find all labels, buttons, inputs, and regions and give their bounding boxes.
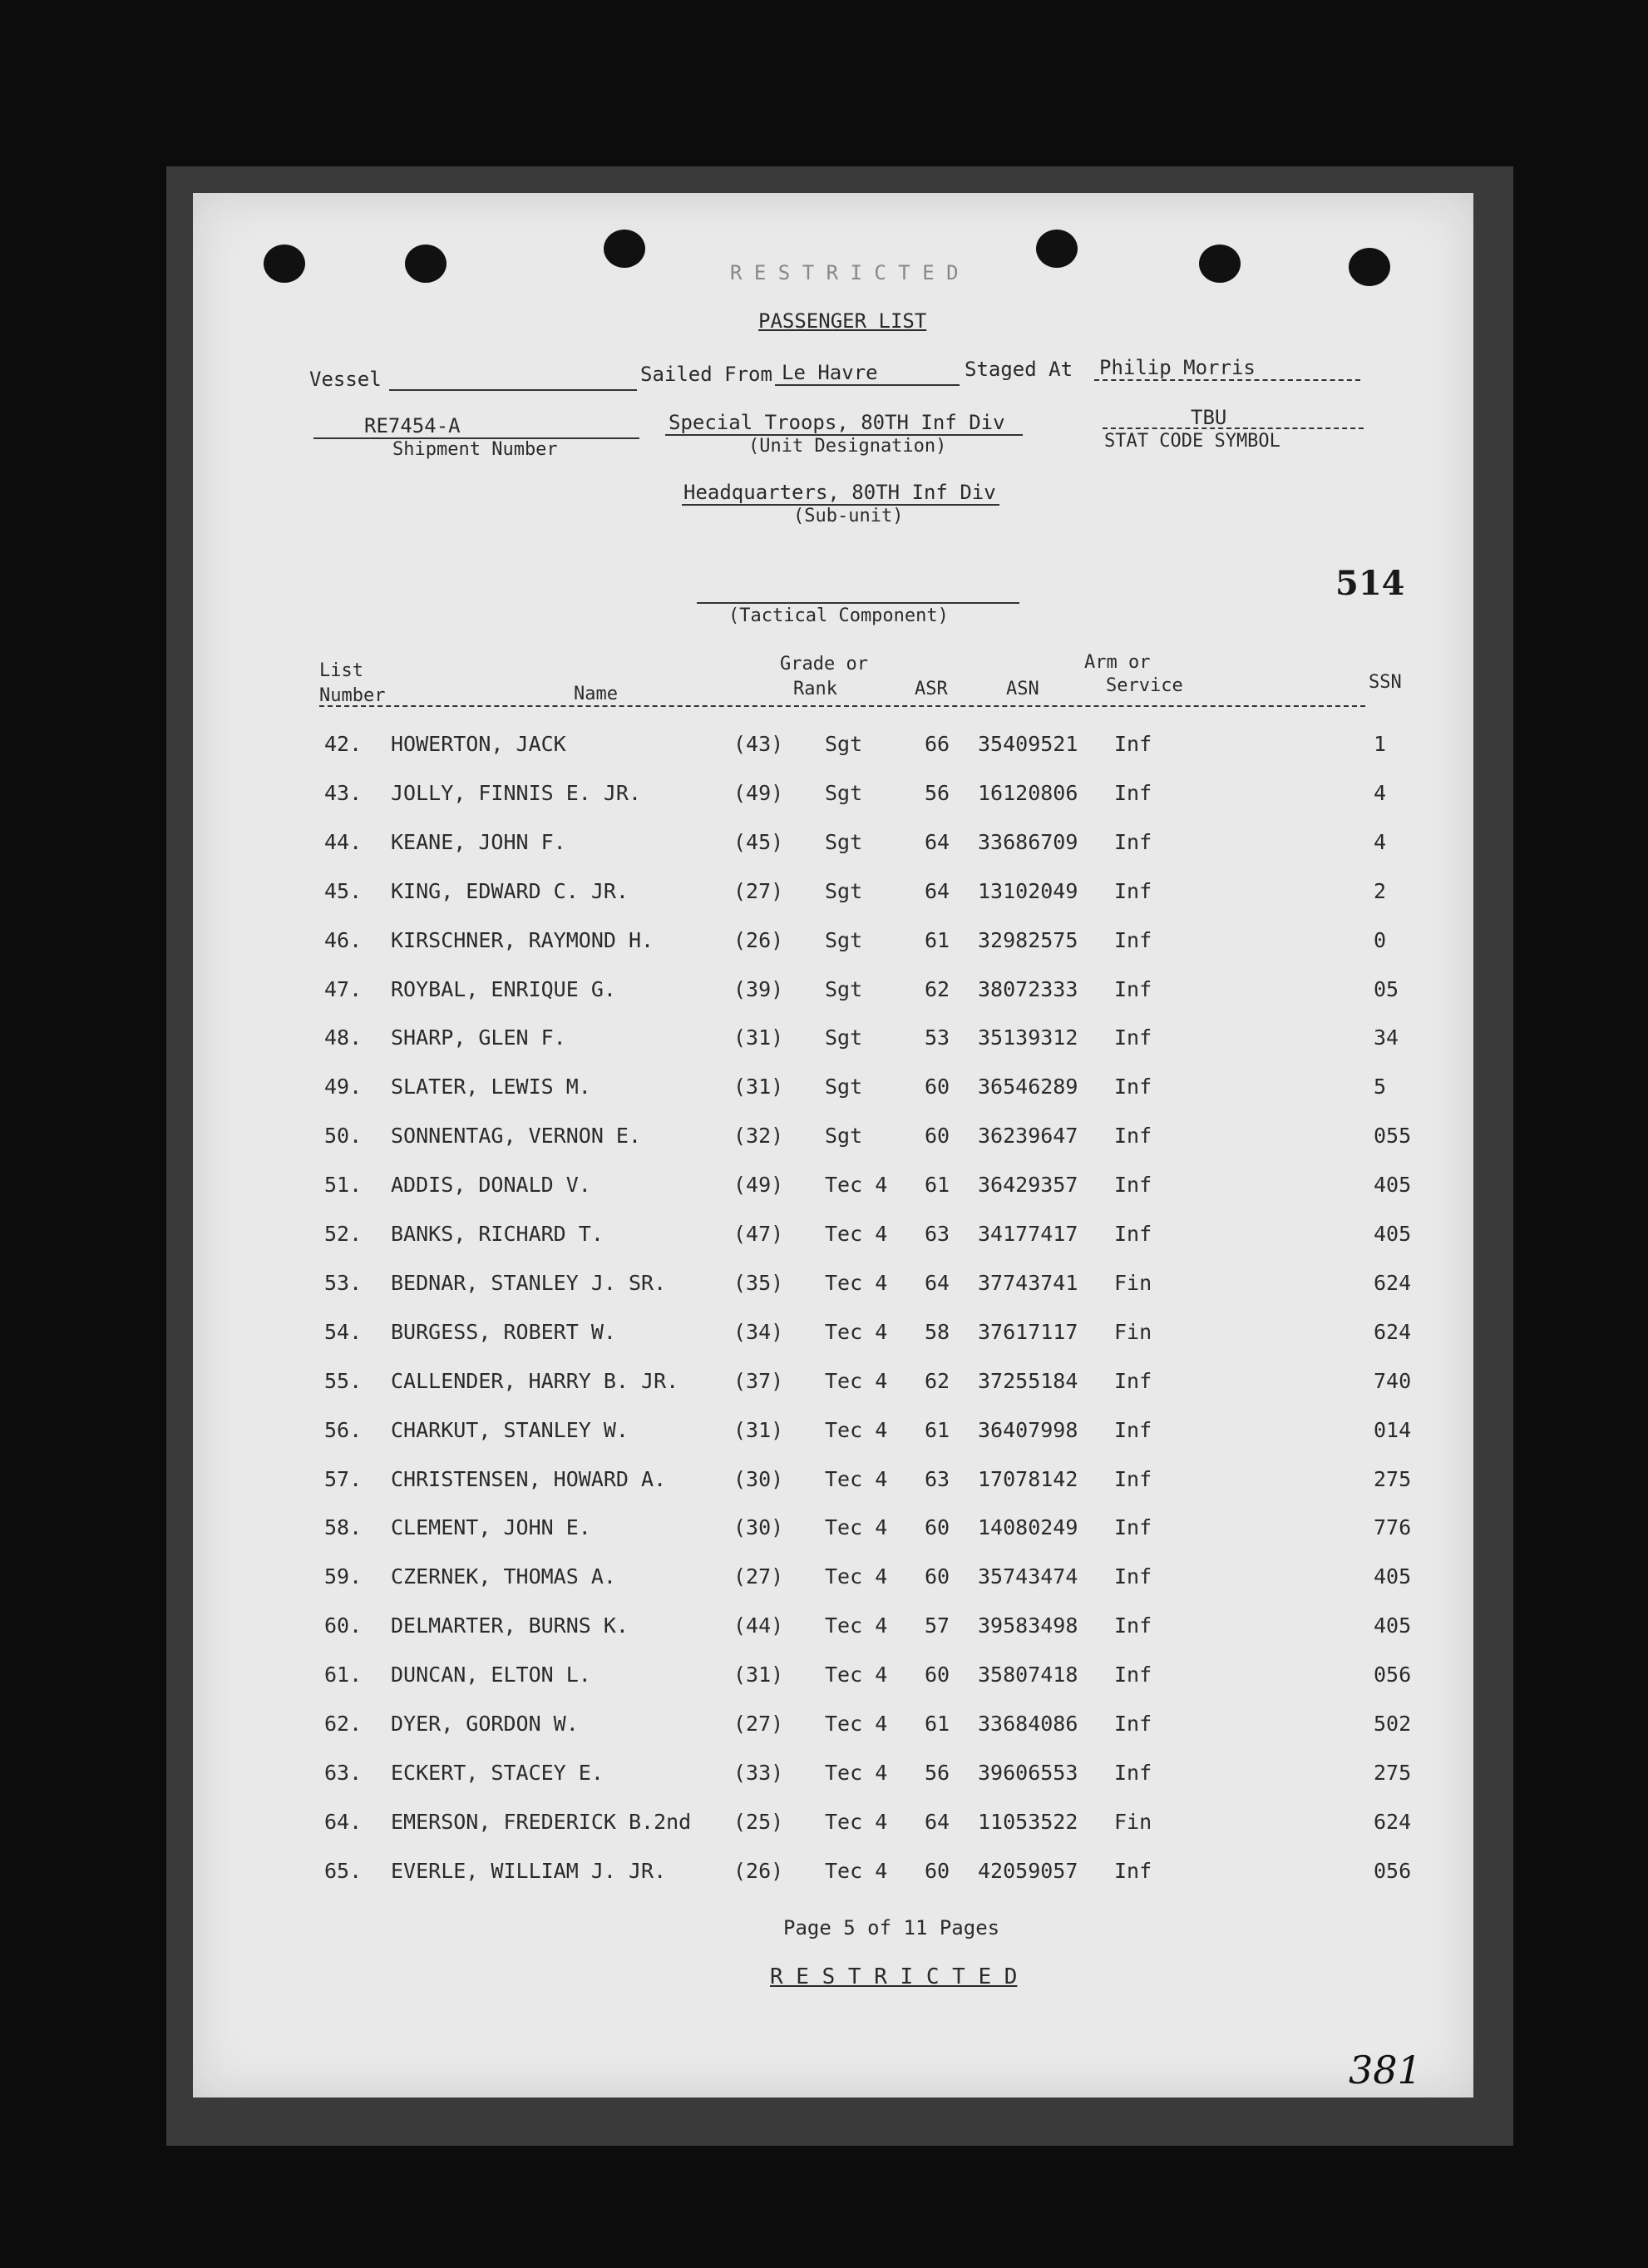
table-row (193, 1075, 1473, 1124)
cell-num: 57. (324, 1466, 363, 1491)
stat-code-label: STAT CODE SYMBOL (1104, 431, 1280, 452)
cell-ssn: 502 (1374, 1712, 1412, 1736)
restricted-footer: R E S T R I C T E D (770, 1964, 1018, 1989)
cell-name: KEANE, JOHN F. (391, 829, 566, 854)
cell-arm: Inf (1114, 829, 1152, 854)
cell-ssn: 4 (1374, 780, 1387, 805)
cell-grade: Sgt (825, 829, 863, 854)
staged-at-value: Philip Morris (1099, 356, 1256, 379)
cell-ssn: 5 (1374, 1075, 1387, 1099)
cell-ssn: 014 (1374, 1417, 1412, 1442)
cell-asr: 64 (925, 1809, 950, 1834)
table-row (193, 1515, 1473, 1565)
cell-asr: 58 (925, 1319, 950, 1344)
staged-at-label: Staged At (965, 358, 1073, 381)
col-grade-2: Rank (793, 679, 837, 699)
punch-hole (1349, 248, 1390, 286)
table-row (193, 879, 1473, 929)
cell-asn: 42059057 (978, 1858, 1078, 1883)
cell-asn: 17078142 (978, 1466, 1078, 1491)
cell-num: 56. (324, 1417, 363, 1442)
col-ssn: SSN (1369, 672, 1402, 693)
cell-age: (31) (733, 1025, 784, 1050)
cell-name: ROYBAL, ENRIQUE G. (391, 976, 616, 1001)
handwritten-number: 381 (1349, 2048, 1422, 2093)
cell-num: 50. (324, 1124, 363, 1149)
cell-grade: Tec 4 (825, 1417, 888, 1442)
col-grade-1: Grade or (780, 654, 868, 674)
col-asn: ASN (1006, 679, 1039, 699)
cell-grade: Tec 4 (825, 1663, 888, 1687)
cell-num: 44. (324, 829, 363, 854)
col-arm-1: Arm or (1084, 652, 1151, 673)
cell-asr: 56 (925, 1760, 950, 1785)
table-row (193, 1859, 1473, 1909)
cell-num: 59. (324, 1564, 363, 1589)
stat-code-value: TBU (1191, 406, 1227, 429)
cell-num: 54. (324, 1319, 363, 1344)
col-arm-2: Service (1106, 675, 1183, 696)
cell-num: 55. (324, 1368, 363, 1393)
cell-asr: 64 (925, 878, 950, 903)
cell-name: HOWERTON, JACK (391, 732, 566, 756)
cell-ssn: 056 (1374, 1663, 1412, 1687)
vessel-label: Vessel (309, 368, 382, 391)
cell-grade: Tec 4 (825, 1515, 888, 1540)
cell-arm: Inf (1114, 927, 1152, 952)
cell-asn: 11053522 (978, 1809, 1078, 1834)
cell-grade: Sgt (825, 1075, 863, 1099)
cell-grade: Tec 4 (825, 1858, 888, 1883)
cell-asr: 62 (925, 976, 950, 1001)
cell-arm: Inf (1114, 1515, 1152, 1540)
cell-age: (26) (733, 1858, 784, 1883)
cell-age: (31) (733, 1663, 784, 1687)
cell-asr: 64 (925, 1270, 950, 1295)
cell-asr: 60 (925, 1663, 950, 1687)
restricted-header: R E S T R I C T E D (730, 261, 959, 284)
cell-age: (31) (733, 1075, 784, 1099)
cell-name: DUNCAN, ELTON L. (391, 1663, 591, 1687)
cell-asn: 35807418 (978, 1663, 1078, 1687)
cell-arm: Inf (1114, 878, 1152, 903)
cell-ssn: 405 (1374, 1173, 1412, 1198)
cell-asn: 35139312 (978, 1025, 1078, 1050)
cell-arm: Inf (1114, 1075, 1152, 1099)
table-row (193, 1564, 1473, 1614)
cell-asr: 63 (925, 1222, 950, 1246)
cell-asn: 35409521 (978, 732, 1078, 756)
cell-asn: 33684086 (978, 1712, 1078, 1736)
cell-grade: Tec 4 (825, 1319, 888, 1344)
shipment-number-label: Shipment Number (392, 439, 558, 460)
cell-num: 65. (324, 1858, 363, 1883)
cell-asn: 37617117 (978, 1319, 1078, 1344)
column-header-rule (319, 705, 1365, 707)
tactical-component-label: (Tactical Component) (728, 605, 949, 626)
cell-ssn: 2 (1374, 878, 1387, 903)
cell-ssn: 405 (1374, 1222, 1412, 1246)
cell-age: (31) (733, 1417, 784, 1442)
cell-age: (49) (733, 1173, 784, 1198)
cell-name: KIRSCHNER, RAYMOND H. (391, 927, 654, 952)
cell-asn: 16120806 (978, 780, 1078, 805)
cell-name: DELMARTER, BURNS K. (391, 1613, 629, 1638)
cell-asn: 36546289 (978, 1075, 1078, 1099)
cell-name: CHRISTENSEN, HOWARD A. (391, 1466, 667, 1491)
cell-asn: 33686709 (978, 829, 1078, 854)
page-stamp: 514 (1335, 564, 1405, 603)
cell-asr: 57 (925, 1613, 950, 1638)
cell-ssn: 405 (1374, 1613, 1412, 1638)
cell-grade: Tec 4 (825, 1760, 888, 1785)
cell-age: (37) (733, 1368, 784, 1393)
cell-asr: 64 (925, 829, 950, 854)
cell-name: ECKERT, STACEY E. (391, 1760, 604, 1785)
cell-asn: 13102049 (978, 878, 1078, 903)
cell-arm: Inf (1114, 976, 1152, 1001)
cell-age: (27) (733, 1564, 784, 1589)
table-row (193, 1712, 1473, 1762)
cell-asr: 61 (925, 1417, 950, 1442)
cell-grade: Tec 4 (825, 1222, 888, 1246)
cell-ssn: 624 (1374, 1270, 1412, 1295)
cell-ssn: 055 (1374, 1124, 1412, 1149)
cell-num: 58. (324, 1515, 363, 1540)
cell-age: (27) (733, 1712, 784, 1736)
cell-age: (33) (733, 1760, 784, 1785)
table-row (193, 1025, 1473, 1075)
cell-name: JOLLY, FINNIS E. JR. (391, 780, 642, 805)
cell-ssn: 4 (1374, 829, 1387, 854)
cell-name: BURGESS, ROBERT W. (391, 1319, 616, 1344)
cell-arm: Inf (1114, 1663, 1152, 1687)
cell-grade: Tec 4 (825, 1564, 888, 1589)
cell-arm: Inf (1114, 1025, 1152, 1050)
cell-arm: Fin (1114, 1270, 1152, 1295)
passenger-list-sheet (193, 193, 1473, 2098)
col-name: Name (574, 684, 618, 704)
cell-asr: 63 (925, 1466, 950, 1491)
cell-num: 42. (324, 732, 363, 756)
cell-grade: Sgt (825, 1025, 863, 1050)
cell-name: SLATER, LEWIS M. (391, 1075, 591, 1099)
cell-asn: 39606553 (978, 1760, 1078, 1785)
table-row (193, 1810, 1473, 1860)
cell-age: (39) (733, 976, 784, 1001)
unit-designation-label: (Unit Designation) (748, 436, 947, 457)
cell-age: (47) (733, 1222, 784, 1246)
cell-asn: 36239647 (978, 1124, 1078, 1149)
punch-hole (405, 245, 447, 283)
cell-asr: 61 (925, 927, 950, 952)
cell-arm: Inf (1114, 1124, 1152, 1149)
cell-grade: Tec 4 (825, 1270, 888, 1295)
tactical-component-line (697, 602, 1019, 604)
cell-ssn: 05 (1374, 976, 1399, 1001)
table-row (193, 1369, 1473, 1419)
cell-asn: 37255184 (978, 1368, 1078, 1393)
cell-num: 48. (324, 1025, 363, 1050)
cell-asn: 35743474 (978, 1564, 1078, 1589)
cell-ssn: 1 (1374, 732, 1387, 756)
col-list-number-2: Number (319, 685, 386, 706)
table-row (193, 1222, 1473, 1272)
cell-ssn: 275 (1374, 1466, 1412, 1491)
cell-asr: 62 (925, 1368, 950, 1393)
punch-hole (1199, 245, 1241, 283)
cell-grade: Sgt (825, 878, 863, 903)
cell-name: BEDNAR, STANLEY J. SR. (391, 1270, 667, 1295)
cell-asr: 61 (925, 1712, 950, 1736)
cell-name: EVERLE, WILLIAM J. JR. (391, 1858, 667, 1883)
table-row (193, 830, 1473, 880)
cell-arm: Inf (1114, 1368, 1152, 1393)
cell-grade: Sgt (825, 976, 863, 1001)
cell-age: (45) (733, 829, 784, 854)
cell-grade: Sgt (825, 780, 863, 805)
cell-num: 52. (324, 1222, 363, 1246)
cell-asn: 14080249 (978, 1515, 1078, 1540)
cell-age: (44) (733, 1613, 784, 1638)
cell-num: 64. (324, 1809, 363, 1834)
cell-arm: Fin (1114, 1319, 1152, 1344)
cell-age: (43) (733, 732, 784, 756)
cell-asn: 37743741 (978, 1270, 1078, 1295)
unit-designation-value: Special Troops, 80TH Inf Div (669, 411, 1005, 434)
cell-asr: 66 (925, 732, 950, 756)
col-asr: ASR (915, 679, 948, 699)
cell-age: (49) (733, 780, 784, 805)
cell-ssn: 275 (1374, 1760, 1412, 1785)
cell-ssn: 056 (1374, 1858, 1412, 1883)
sailed-from-line (775, 384, 960, 386)
cell-ssn: 405 (1374, 1564, 1412, 1589)
cell-asn: 38072333 (978, 976, 1078, 1001)
cell-age: (27) (733, 878, 784, 903)
cell-grade: Sgt (825, 732, 863, 756)
cell-asn: 39583498 (978, 1613, 1078, 1638)
cell-grade: Sgt (825, 1124, 863, 1149)
cell-arm: Fin (1114, 1809, 1152, 1834)
table-row (193, 1173, 1473, 1223)
cell-ssn: 0 (1374, 927, 1387, 952)
cell-num: 61. (324, 1663, 363, 1687)
cell-arm: Inf (1114, 1760, 1152, 1785)
cell-asr: 60 (925, 1858, 950, 1883)
col-list-number-1: List (319, 660, 363, 681)
cell-arm: Inf (1114, 732, 1152, 756)
cell-name: KING, EDWARD C. JR. (391, 878, 629, 903)
cell-num: 46. (324, 927, 363, 952)
cell-arm: Inf (1114, 1613, 1152, 1638)
cell-grade: Tec 4 (825, 1466, 888, 1491)
cell-name: EMERSON, FREDERICK B.2nd (391, 1809, 692, 1834)
cell-arm: Inf (1114, 1222, 1152, 1246)
cell-name: BANKS, RICHARD T. (391, 1222, 604, 1246)
cell-asr: 53 (925, 1025, 950, 1050)
cell-asr: 60 (925, 1124, 950, 1149)
sub-unit-label: (Sub-unit) (793, 506, 904, 526)
sub-unit-value: Headquarters, 80TH Inf Div (683, 481, 996, 504)
cell-grade: Tec 4 (825, 1809, 888, 1834)
cell-num: 51. (324, 1173, 363, 1198)
cell-name: CALLENDER, HARRY B. JR. (391, 1368, 679, 1393)
cell-age: (30) (733, 1515, 784, 1540)
document-title: PASSENGER LIST (758, 309, 927, 333)
cell-asr: 61 (925, 1173, 950, 1198)
cell-ssn: 740 (1374, 1368, 1412, 1393)
cell-asn: 32982575 (978, 927, 1078, 952)
table-row (193, 732, 1473, 782)
cell-name: SONNENTAG, VERNON E. (391, 1124, 642, 1149)
table-row (193, 1320, 1473, 1370)
cell-name: CHARKUT, STANLEY W. (391, 1417, 629, 1442)
sailed-from-label: Sailed From (640, 363, 772, 386)
table-row (193, 1663, 1473, 1712)
punch-hole (264, 245, 305, 283)
table-row (193, 1124, 1473, 1174)
cell-arm: Inf (1114, 1417, 1152, 1442)
cell-age: (26) (733, 927, 784, 952)
cell-num: 45. (324, 878, 363, 903)
page-count: Page 5 of 11 Pages (783, 1916, 1000, 1939)
cell-name: SHARP, GLEN F. (391, 1025, 566, 1050)
cell-age: (35) (733, 1270, 784, 1295)
cell-asr: 60 (925, 1515, 950, 1540)
table-row (193, 977, 1473, 1027)
table-row (193, 1271, 1473, 1321)
cell-num: 60. (324, 1613, 363, 1638)
shipment-number-value: RE7454-A (364, 414, 461, 437)
cell-arm: Inf (1114, 1173, 1152, 1198)
cell-asr: 56 (925, 780, 950, 805)
cell-asr: 60 (925, 1075, 950, 1099)
cell-age: (32) (733, 1124, 784, 1149)
cell-num: 43. (324, 780, 363, 805)
cell-age: (34) (733, 1319, 784, 1344)
cell-name: DYER, GORDON W. (391, 1712, 579, 1736)
cell-asn: 34177417 (978, 1222, 1078, 1246)
cell-age: (25) (733, 1809, 784, 1834)
cell-name: ADDIS, DONALD V. (391, 1173, 591, 1198)
cell-arm: Inf (1114, 780, 1152, 805)
cell-grade: Tec 4 (825, 1613, 888, 1638)
cell-name: CLEMENT, JOHN E. (391, 1515, 591, 1540)
cell-num: 47. (324, 976, 363, 1001)
cell-grade: Sgt (825, 927, 863, 952)
cell-arm: Inf (1114, 1564, 1152, 1589)
punch-hole (604, 230, 645, 268)
cell-num: 53. (324, 1270, 363, 1295)
cell-age: (30) (733, 1466, 784, 1491)
cell-asn: 36407998 (978, 1417, 1078, 1442)
table-row (193, 1467, 1473, 1517)
staged-at-line (1094, 379, 1360, 381)
cell-arm: Inf (1114, 1858, 1152, 1883)
cell-grade: Tec 4 (825, 1712, 888, 1736)
cell-num: 62. (324, 1712, 363, 1736)
cell-arm: Inf (1114, 1466, 1152, 1491)
cell-num: 63. (324, 1760, 363, 1785)
cell-asr: 60 (925, 1564, 950, 1589)
table-row (193, 1761, 1473, 1811)
cell-ssn: 34 (1374, 1025, 1399, 1050)
table-row (193, 781, 1473, 831)
vessel-field (389, 389, 637, 391)
cell-ssn: 776 (1374, 1515, 1412, 1540)
cell-ssn: 624 (1374, 1319, 1412, 1344)
cell-name: CZERNEK, THOMAS A. (391, 1564, 616, 1589)
cell-num: 49. (324, 1075, 363, 1099)
stat-code-line (1103, 427, 1364, 429)
cell-arm: Inf (1114, 1712, 1152, 1736)
punch-hole (1036, 230, 1078, 268)
table-row (193, 1613, 1473, 1663)
table-row (193, 928, 1473, 978)
cell-grade: Tec 4 (825, 1368, 888, 1393)
sailed-from-value: Le Havre (782, 361, 878, 384)
cell-ssn: 624 (1374, 1809, 1412, 1834)
cell-grade: Tec 4 (825, 1173, 888, 1198)
table-row (193, 1418, 1473, 1468)
cell-asn: 36429357 (978, 1173, 1078, 1198)
